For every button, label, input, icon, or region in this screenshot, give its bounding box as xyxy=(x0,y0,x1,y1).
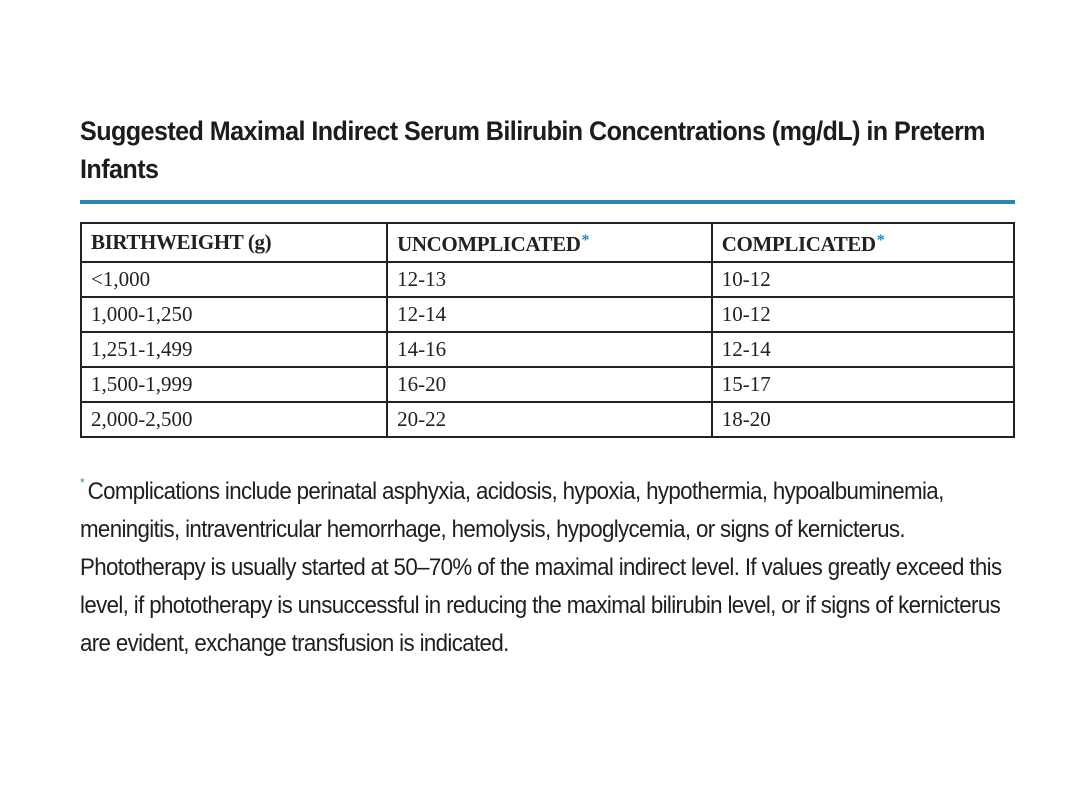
cell-complicated: 10-12 xyxy=(712,297,1014,332)
cell-uncomplicated: 14-16 xyxy=(387,332,712,367)
footnote xyxy=(80,464,1017,663)
header-birthweight-label: BIRTHWEIGHT (g) xyxy=(91,230,272,254)
cell-birthweight: 1,251-1,499 xyxy=(81,332,387,367)
table-row xyxy=(81,262,1014,297)
cell-complicated: 18-20 xyxy=(712,402,1014,437)
footnote-marker: * xyxy=(80,475,84,490)
cell-uncomplicated: 12-14 xyxy=(387,297,712,332)
header-birthweight xyxy=(81,223,387,262)
header-complicated xyxy=(712,223,1014,262)
table-row xyxy=(81,402,1014,437)
table-title: Suggested Maximal Indirect Serum Bilirubin Concentrations (mg/dL) in Preterm Infants xyxy=(80,116,985,184)
bilirubin-table xyxy=(80,222,1015,438)
footnote-text: Complications include perinatal asphyxia, acidosis, hypoxia, hypothermia, hypoalbuminemia, meningitis, intraventricular hemorrhage, hemolysis, hypoglycemia, or signs of kernicterus. Phototherapy is usually started at 50–70% of the maximal indirect level. If values greatly exceed this level, if phototherapy is unsuccessful in reducing the maximal bilirubin level, or if signs of kernicterus are evident, exchange transfusion is indicated. xyxy=(80,478,1002,657)
cell-uncomplicated: 16-20 xyxy=(387,367,712,402)
footnote-marker: * xyxy=(876,232,885,249)
table-row xyxy=(81,332,1014,367)
cell-birthweight: 1,500-1,999 xyxy=(81,367,387,402)
table-row xyxy=(81,297,1014,332)
cell-birthweight: 2,000-2,500 xyxy=(81,402,387,437)
cell-complicated: 12-14 xyxy=(712,332,1014,367)
cell-uncomplicated: 12-13 xyxy=(387,262,712,297)
header-complicated-label: COMPLICATED xyxy=(721,232,876,256)
table-row xyxy=(81,367,1014,402)
header-uncomplicated-label: UNCOMPLICATED xyxy=(397,232,581,256)
cell-birthweight: 1,000-1,250 xyxy=(81,297,387,332)
cell-complicated: 10-12 xyxy=(712,262,1014,297)
title-divider xyxy=(80,200,1015,204)
cell-complicated: 15-17 xyxy=(712,367,1014,402)
document xyxy=(80,112,1015,688)
footnote-marker: * xyxy=(581,232,590,249)
header-uncomplicated xyxy=(387,223,712,262)
cell-birthweight: <1,000 xyxy=(81,262,387,297)
table-header-row xyxy=(81,223,1014,262)
cell-uncomplicated: 20-22 xyxy=(387,402,712,437)
